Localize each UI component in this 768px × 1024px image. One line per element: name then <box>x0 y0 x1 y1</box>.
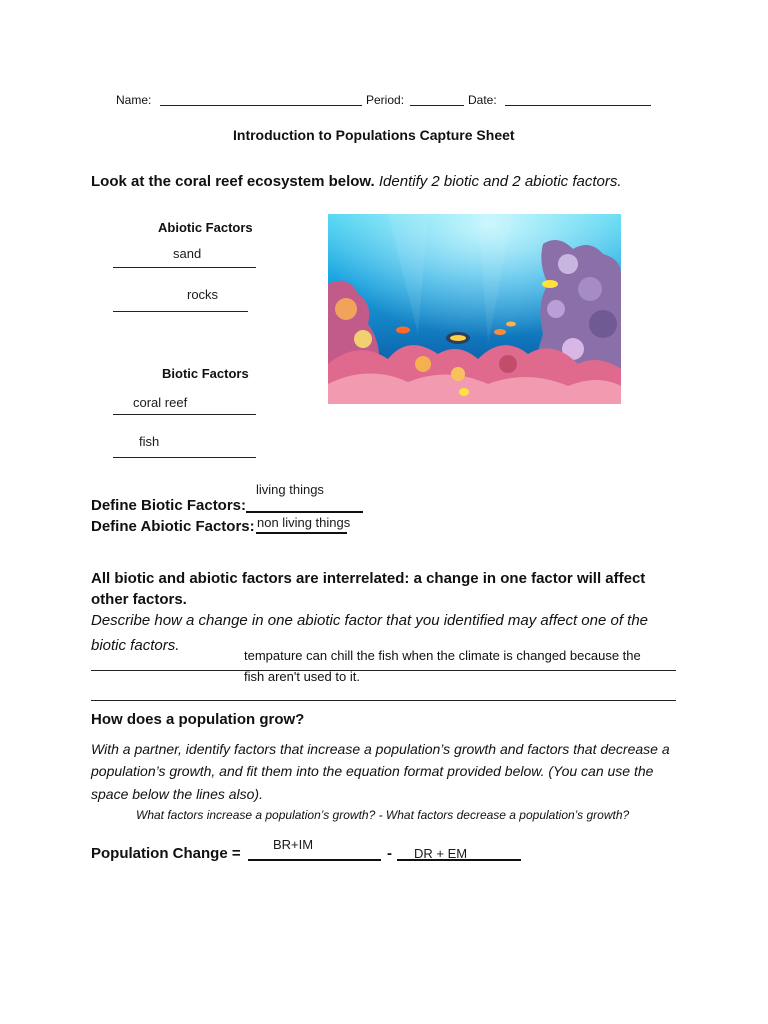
define-abiotic-label: Define Abiotic Factors: <box>91 518 255 535</box>
abiotic-definition-answer[interactable]: non living things <box>257 515 351 530</box>
intro-bold: Look at the coral reef ecosystem below. <box>91 173 375 190</box>
interrelated-line-2: other factors. <box>91 591 187 608</box>
population-heading: How does a population grow? <box>91 711 305 728</box>
increase-line <box>248 859 381 861</box>
period-blank[interactable] <box>410 105 464 106</box>
biotic-answer-1[interactable]: coral reef <box>133 395 188 410</box>
coral-reef-image <box>328 214 621 404</box>
biotic-line-2 <box>113 457 256 458</box>
biotic-line-1 <box>113 414 256 415</box>
intro-text <box>91 173 622 190</box>
population-paragraph-1: With a partner, identify factors that increase a population’s growth and factors that decrease a <box>91 741 670 757</box>
define-biotic-line <box>246 511 363 513</box>
describe-prompt-1: Describe how a change in one abiotic factor that you identified may affect one of the <box>91 612 649 629</box>
decrease-answer[interactable]: DR + EM <box>414 846 468 861</box>
population-paragraph-3: space below the lines also). <box>91 786 263 802</box>
name-label: Name: <box>116 93 152 107</box>
abiotic-answer-1[interactable]: sand <box>173 246 202 261</box>
describe-answer-2[interactable]: fish aren't used to it. <box>244 669 360 684</box>
decrease-line <box>397 859 521 861</box>
intro-italic: Identify 2 biotic and 2 abiotic factors. <box>378 173 622 190</box>
interrelated-line-1: All biotic and abiotic factors are interrelated: a change in one factor will affect <box>91 570 646 587</box>
population-paragraph-2: population’s growth, and fit them into the equation format provided below. (You can use the <box>91 763 654 779</box>
increase-answer[interactable]: BR+IM <box>273 837 314 852</box>
biotic-heading: Biotic Factors <box>162 366 249 381</box>
biotic-definition-answer[interactable]: living things <box>256 482 324 497</box>
abiotic-answer-2[interactable]: rocks <box>187 287 219 302</box>
equation-minus: - <box>387 845 392 862</box>
abiotic-line-1 <box>113 267 256 268</box>
name-blank[interactable] <box>160 105 362 106</box>
date-blank[interactable] <box>505 105 651 106</box>
describe-answer-1[interactable]: tempature can chill the fish when the climate is changed because the <box>244 648 641 663</box>
page-title: Introduction to Populations Capture Sheet <box>233 127 515 143</box>
define-abiotic-line <box>256 532 347 534</box>
date-label: Date: <box>468 93 497 107</box>
biotic-answer-2[interactable]: fish <box>139 434 160 449</box>
describe-line-2 <box>91 700 676 701</box>
describe-prompt-2: biotic factors. <box>91 637 180 654</box>
population-questions: What factors increase a population’s growth? - What factors decrease a population’s growth? <box>136 808 630 822</box>
equation-label: Population Change = <box>91 845 241 862</box>
period-label: Period: <box>366 93 405 107</box>
abiotic-heading: Abiotic Factors <box>158 220 253 235</box>
define-biotic-label: Define Biotic Factors: <box>91 497 247 514</box>
describe-line-1 <box>91 670 676 671</box>
abiotic-line-2 <box>113 311 248 312</box>
